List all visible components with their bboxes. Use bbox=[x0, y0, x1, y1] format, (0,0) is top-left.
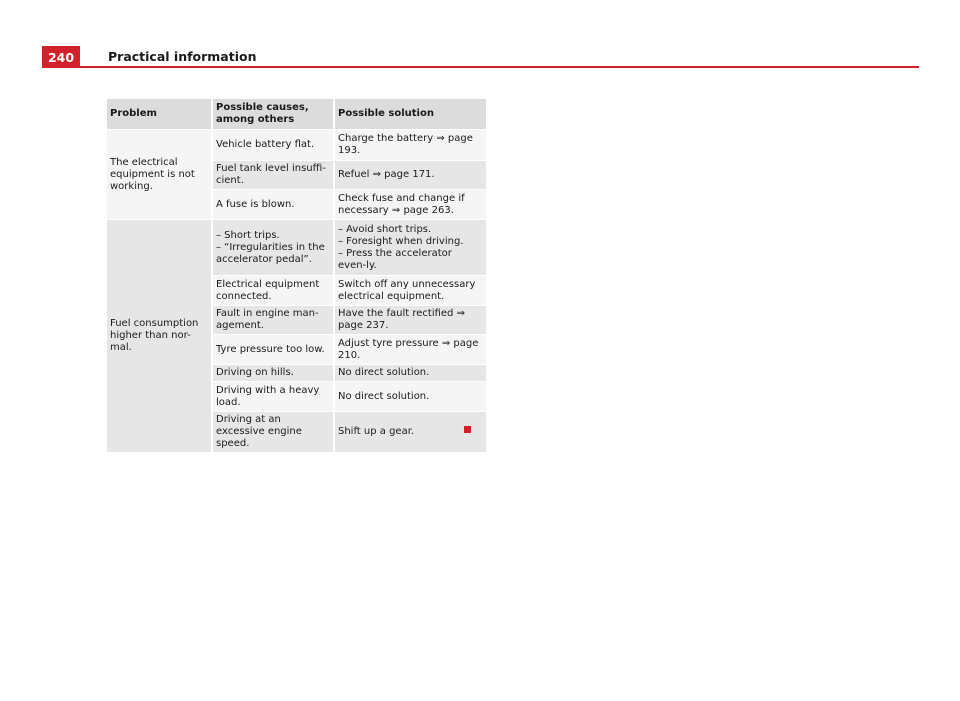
solution-cell: Shift up a gear. bbox=[334, 412, 486, 453]
troubleshooting-table bbox=[107, 99, 486, 452]
cause-cell: Fuel tank level insuffi-cient. bbox=[212, 161, 334, 190]
problem-cell: Fuel consumption higher than nor-mal. bbox=[107, 220, 212, 453]
solution-cell: No direct solution. bbox=[334, 382, 486, 412]
problem-cell: The electrical equipment is not working. bbox=[107, 130, 212, 220]
table-row bbox=[107, 220, 486, 276]
header-solution: Possible solution bbox=[334, 99, 486, 130]
cause-cell: – Short trips. – “Irregularities in the accelerator pedal”. bbox=[212, 220, 334, 276]
page-number: 240 bbox=[42, 46, 80, 68]
solution-cell: Charge the battery ⇒ page 193. bbox=[334, 130, 486, 161]
header-causes: Possible causes, among others bbox=[212, 99, 334, 130]
cause-cell: Electrical equipment connected. bbox=[212, 276, 334, 306]
cause-cell: Driving at an excessive engine speed. bbox=[212, 412, 334, 453]
end-of-section-marker bbox=[464, 426, 471, 433]
cause-cell: Driving with a heavy load. bbox=[212, 382, 334, 412]
cause-cell: Tyre pressure too low. bbox=[212, 335, 334, 365]
page-header bbox=[42, 46, 919, 68]
section-title: Practical information bbox=[108, 49, 257, 64]
solution-cell: Have the fault rectified ⇒ page 237. bbox=[334, 306, 486, 335]
cause-cell: Fault in engine man-agement. bbox=[212, 306, 334, 335]
cause-cell: Vehicle battery flat. bbox=[212, 130, 334, 161]
solution-cell: Adjust tyre pressure ⇒ page 210. bbox=[334, 335, 486, 365]
solution-cell: No direct solution. bbox=[334, 365, 486, 382]
table-row bbox=[107, 130, 486, 161]
solution-cell: Refuel ⇒ page 171. bbox=[334, 161, 486, 190]
solution-cell: – Avoid short trips. – Foresight when driving. – Press the accelerator even-ly. bbox=[334, 220, 486, 276]
cause-cell: Driving on hills. bbox=[212, 365, 334, 382]
table-header-row bbox=[107, 99, 486, 130]
header-problem: Problem bbox=[107, 99, 212, 130]
cause-cell: A fuse is blown. bbox=[212, 190, 334, 220]
solution-cell: Switch off any unnecessary electrical equipment. bbox=[334, 276, 486, 306]
solution-cell: Check fuse and change if necessary ⇒ page 263. bbox=[334, 190, 486, 220]
header-rule bbox=[80, 66, 919, 68]
